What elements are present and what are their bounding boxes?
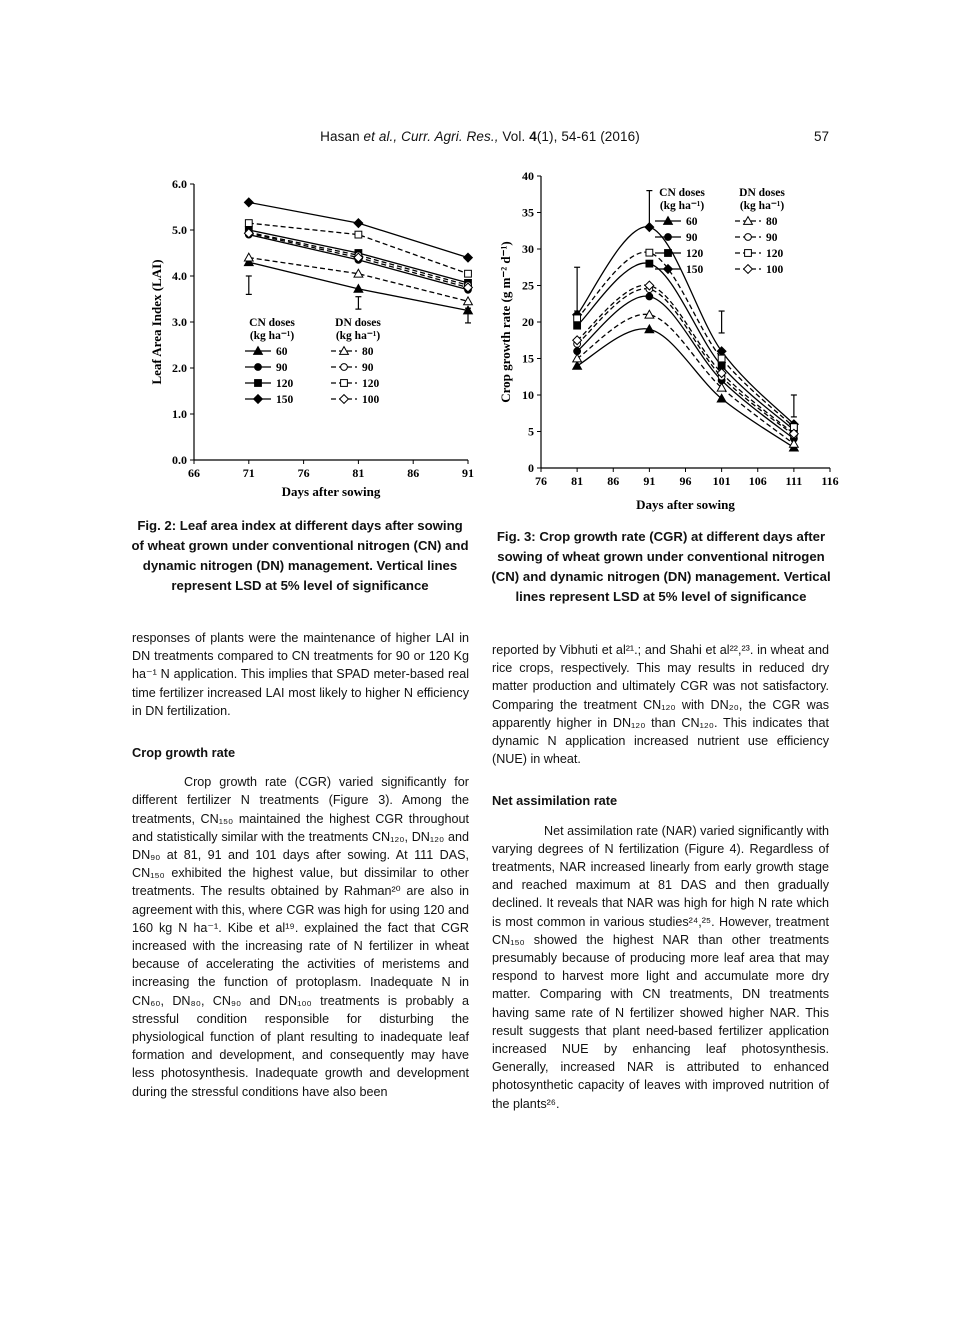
svg-text:60: 60 (686, 216, 698, 228)
svg-text:DN doses: DN doses (739, 187, 785, 199)
paragraph-nar: Net assimilation rate (NAR) varied significantly with varying degrees of N fertilization (Figure 4). Regardless of treatments, NAR increased linearly from early growth stage and reached maximum at 81 DAS and then gradually declined. It reveals that NAR was high for high N rate which is most common in various studies²⁴,²⁵. However, treatment CN₁₅₀ showed the highest NAR than other treatments presumably because of producing more leaf area that may respond to harvest more light and accumulate more dry matter. Comparing with CN treatments, DN treatments having same rate of N fertilizer showed higher NAR. This result suggests that plant need-based fertilizer application increased NUE by enhancing leaf photosynthesis. Generally, increased NAR is attributed to enhanced photosynthetic capacity of leaves with improved nutrition of the plants²⁶. (492, 823, 829, 1111)
svg-text:4.0: 4.0 (172, 269, 187, 283)
svg-text:6.0: 6.0 (172, 177, 187, 191)
svg-text:80: 80 (362, 346, 374, 358)
svg-text:91: 91 (643, 474, 656, 488)
fig3-caption: Fig. 3: Crop growth rate (CGR) at different days after sowing of wheat grown under conventional nitrogen (CN) and dynamic nitrogen (DN) management. Vertical lines represent LSD at 5% level of significance (491, 529, 831, 605)
svg-text:(kg ha⁻¹): (kg ha⁻¹) (249, 330, 295, 342)
svg-text:76: 76 (535, 474, 547, 488)
citation-journal: et al., Curr. Agri. Res., (363, 129, 499, 144)
paragraph-cgr-continued: reported by Vibhuti et al²¹.; and Shahi et al²²,²³. in wheat and rice crops, respectively. This may results in reduced dry matter production and ultimately CGR was not satisfactory. Comparing the treatment CN₁₂₀ with DN₂₀, the CGR was apparently higher in DN₁₂₀ than CN₁₂₀. This indicates that dynamic N application increased nutrient use efficiency (NUE) in wheat. (492, 643, 829, 767)
svg-text:81: 81 (571, 474, 584, 488)
svg-text:90: 90 (686, 232, 698, 244)
svg-text:81: 81 (352, 466, 365, 480)
svg-text:DN doses: DN doses (335, 317, 381, 329)
svg-text:91: 91 (462, 466, 474, 480)
svg-text:(kg ha⁻¹): (kg ha⁻¹) (659, 200, 705, 212)
svg-text:20: 20 (522, 315, 534, 329)
svg-text:111: 111 (785, 474, 803, 488)
svg-text:0.0: 0.0 (172, 453, 187, 467)
citation-vol: 4 (529, 129, 537, 144)
svg-text:150: 150 (686, 264, 704, 276)
svg-text:CN doses: CN doses (659, 187, 705, 199)
citation-pages: (1), 54-61 (2016) (536, 129, 640, 144)
svg-text:120: 120 (766, 248, 784, 260)
svg-text:90: 90 (766, 232, 778, 244)
svg-text:101: 101 (712, 474, 731, 488)
svg-text:120: 120 (686, 248, 704, 260)
citation-author: Hasan (320, 129, 364, 144)
svg-text:90: 90 (362, 362, 374, 374)
svg-text:150: 150 (276, 394, 294, 406)
paragraph-lai-responses: responses of plants were the maintenance of higher LAI in DN treatments compared to CN treatments for 90 or 120 Kg ha⁻¹ N application. This implies that SPAD meter-based real time fertilizer increased LAI most likely to higher N efficiency in DN fertilization. (132, 631, 469, 718)
svg-text:15: 15 (522, 351, 534, 366)
svg-text:10: 10 (522, 388, 534, 402)
svg-text:100: 100 (362, 394, 380, 406)
paragraph-cgr: Crop growth rate (CGR) varied significantly for different fertilizer N treatments (Figure 3). Among the treatments, CN₁₅₀ maintained the highest CGR throughout and statistically similar with the treatments CN₁₂₀, DN₁₂₀ and DN₉₀ at 81, 91 and 101 days after sowing. At 111 DAS, CN₁₅₀ exhibited the highest value, but dissimilar to other treatments. The results obtained by Rahman²⁰ are also in agreement with this, where CGR was high for using 120 and 160 kg N ha⁻¹. Kibe et al¹⁹. explained the fact that CGR increased with the increasing rate of N fertilizer in wheat because of accelerating the activities of meristems and increasing the function of protoplasm. Inadequate N in CN₆₀, DN₈₀, CN₉₀ and DN₁₀₀ treatments is probably a stressful condition responsible for disturbing the physiological function of plant resulting to inadequate leaf formation and development, and consequently may have less photosynthesis. Inadequate growth and development during the stressful conditions have also been (132, 775, 469, 1099)
left-column (132, 629, 469, 1101)
fig2-line-chart (148, 170, 478, 503)
svg-text:106: 106 (748, 474, 767, 488)
svg-text:96: 96 (679, 474, 692, 488)
svg-text:86: 86 (607, 474, 620, 488)
svg-text:25: 25 (522, 278, 534, 293)
svg-text:2.0: 2.0 (172, 361, 187, 375)
right-column (492, 641, 829, 1113)
svg-text:40: 40 (522, 169, 534, 183)
svg-text:Leaf Area Index (LAI): Leaf Area Index (LAI) (149, 259, 164, 385)
svg-text:120: 120 (276, 378, 294, 390)
svg-text:116: 116 (821, 474, 839, 488)
figure-3 (497, 166, 842, 516)
svg-text:71: 71 (242, 466, 255, 480)
svg-text:80: 80 (766, 216, 778, 228)
page-number: 57 (813, 129, 829, 144)
svg-text:100: 100 (766, 264, 784, 276)
svg-text:(kg ha⁻¹): (kg ha⁻¹) (739, 200, 785, 212)
svg-text:86: 86 (407, 466, 420, 480)
svg-text:35: 35 (522, 205, 534, 220)
fig2-caption: Fig. 2: Leaf area index at different days after sowing of wheat grown under conventional nitrogen (CN) and dynamic nitrogen (DN) management. Vertical lines represent LSD at 5% level of significance (131, 518, 469, 594)
svg-text:5: 5 (528, 424, 534, 439)
svg-text:60: 60 (276, 346, 288, 358)
svg-text:(kg ha⁻¹): (kg ha⁻¹) (335, 330, 381, 342)
citation-vol-pre: Vol. (498, 129, 530, 144)
svg-text:Crop growth rate (g m⁻² d⁻¹): Crop growth rate (g m⁻² d⁻¹) (498, 241, 513, 403)
svg-text:3.0: 3.0 (172, 315, 187, 329)
heading-net-assimilation-rate: Net assimilation rate (492, 793, 618, 809)
svg-text:90: 90 (276, 362, 288, 374)
svg-text:120: 120 (362, 378, 380, 390)
svg-text:76: 76 (297, 466, 310, 480)
heading-crop-growth-rate: Crop growth rate (132, 745, 236, 761)
svg-text:1.0: 1.0 (172, 407, 187, 421)
svg-text:5.0: 5.0 (172, 223, 187, 237)
fig3-line-chart (497, 166, 842, 516)
svg-text:0: 0 (528, 461, 534, 475)
svg-text:Days after sowing: Days after sowing (636, 497, 735, 512)
svg-text:Days after sowing: Days after sowing (281, 484, 381, 499)
figure-2 (148, 170, 478, 503)
page-header (0, 129, 960, 144)
svg-text:CN doses: CN doses (249, 317, 295, 329)
svg-text:30: 30 (522, 242, 534, 256)
svg-text:66: 66 (188, 466, 200, 480)
